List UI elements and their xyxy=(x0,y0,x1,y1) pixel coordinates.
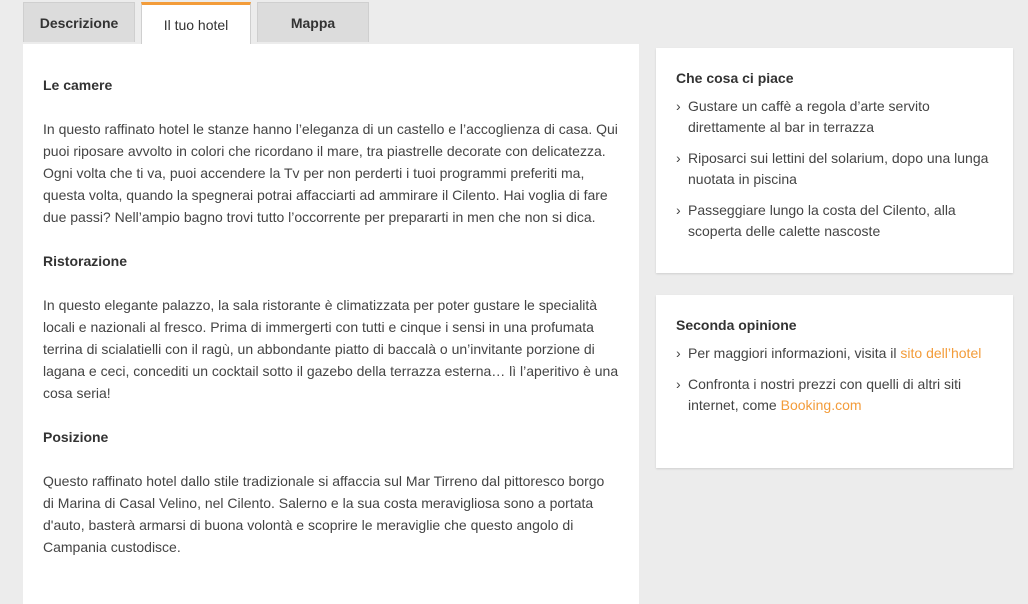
list-item-text: Confronta i nostri prezzi con quelli di altri siti internet, come xyxy=(688,376,962,413)
section-text-posizione: Questo raffinato hotel dallo stile tradizionale si affaccia sul Mar Tirreno dal pittoresco borgo di Marina di Casal Velino, nel Cilento. Salerno e la sua costa meravigliosa sono a portata d'auto, basterà armarsi di buona volontà e scoprire le meraviglie che questo angolo di Campania custodisce. xyxy=(43,473,605,555)
list-item-text: Gustare un caffè a regola d’arte servito direttamente al bar in terrazza xyxy=(688,98,930,135)
tab-mappa[interactable] xyxy=(257,2,369,42)
likes-card xyxy=(656,48,1013,273)
second-opinion-card xyxy=(656,295,1013,468)
list-item-text: Per maggiori informazioni, visita il xyxy=(688,345,901,361)
tab-label: Il tuo hotel xyxy=(163,16,229,33)
tab-il-tuo-hotel[interactable] xyxy=(141,2,251,44)
chevron-right-icon: › xyxy=(676,202,681,218)
section-title-camere: Le camere xyxy=(43,77,113,93)
list-item xyxy=(676,343,993,364)
likes-list xyxy=(676,96,993,242)
section-text-ristorazione: In questo elegante palazzo, la sala ristorante è climatizzata per poter gustare le specialità locali e nazionali al fresco. Prima di immergerti con tutti e cinque i sensi in una profumata terrina di scialatielli con il ragù, un abbondante piatto di baccalà o un’invitante porzione di lagana e ceci, concediti un cocktail sotto il gazebo della terrazza esterna… lì l’aperitivo è una cosa seria! xyxy=(43,297,619,401)
list-item xyxy=(676,374,993,416)
tab-bar xyxy=(23,2,375,44)
chevron-right-icon: › xyxy=(676,376,681,392)
hotel-site-link[interactable]: sito dell’hotel xyxy=(900,345,982,361)
hotel-description-panel xyxy=(23,44,639,604)
chevron-right-icon: › xyxy=(676,345,681,361)
chevron-right-icon: › xyxy=(676,98,681,114)
list-item xyxy=(676,96,993,138)
list-item xyxy=(676,148,993,190)
chevron-right-icon: › xyxy=(676,150,681,166)
booking-link[interactable]: Booking.com xyxy=(780,397,862,413)
section-title-posizione: Posizione xyxy=(43,429,109,445)
opinion-title: Seconda opinione xyxy=(676,317,797,333)
tab-descrizione[interactable] xyxy=(23,2,135,42)
list-item-text: Passeggiare lungo la costa del Cilento, alla scoperta delle calette nascoste xyxy=(688,202,956,239)
likes-title: Che cosa ci piace xyxy=(676,70,794,86)
tab-label: Descrizione xyxy=(39,14,119,31)
list-item-text: Riposarci sui lettini del solarium, dopo una lunga nuotata in piscina xyxy=(688,150,989,187)
opinion-list xyxy=(676,343,993,416)
tab-label: Mappa xyxy=(290,14,336,31)
list-item xyxy=(676,200,993,242)
section-text-camere: In questo raffinato hotel le stanze hanno l’eleganza di un castello e l’accoglienza di casa. Qui puoi riposare avvolto in colori che ricordano il mare, tra piastrelle decorate con delicatezza. Ogni volta che ti va, puoi accendere la Tv per non perderti i tuoi programmi preferiti ma, questa volta, quando la spegnerai potrai affacciarti ad ammirare il Cilento. Hai voglia di fare due passi? Nell’ampio bagno trovi tutto l’occorrente per prepararti in men che non si dica. xyxy=(43,121,618,225)
section-title-ristorazione: Ristorazione xyxy=(43,253,128,269)
